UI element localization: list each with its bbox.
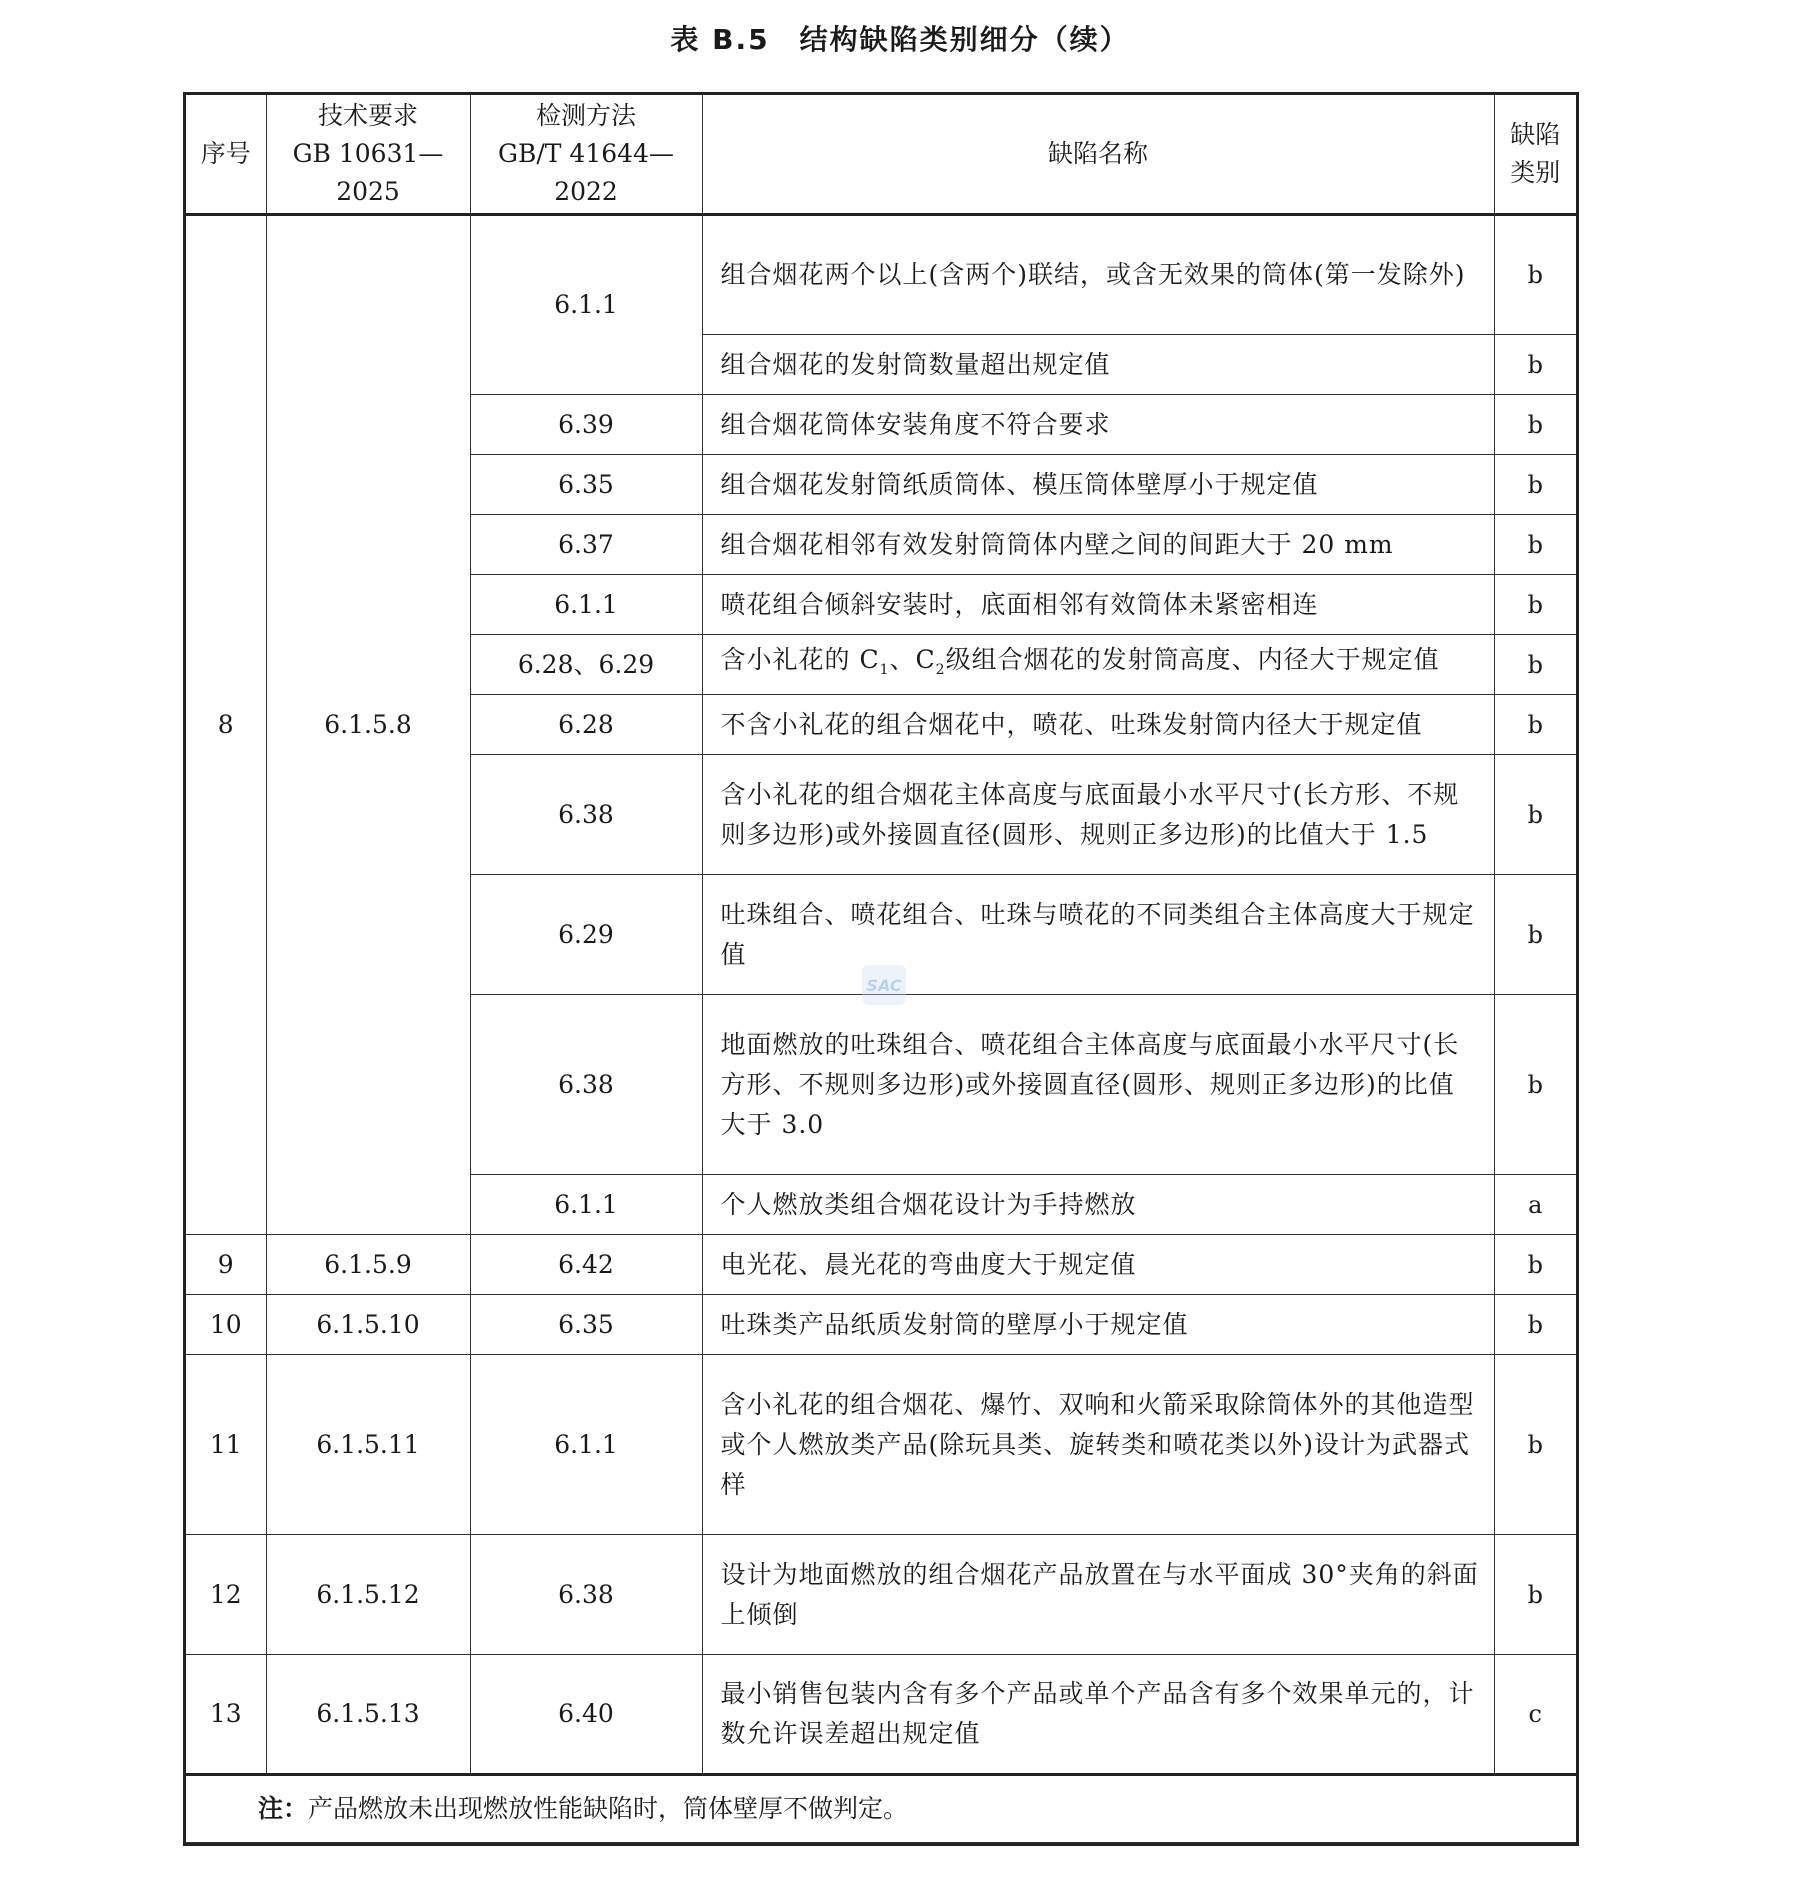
category-cell: b <box>1494 635 1576 695</box>
category-cell: b <box>1494 995 1576 1175</box>
defect-name-cell: 组合烟花相邻有效发射筒筒体内壁之间的间距大于 20 mm <box>702 515 1494 575</box>
header-tech-requirement <box>266 95 470 215</box>
table-row <box>186 1295 1576 1355</box>
header-cat-line1: 缺陷 <box>1510 120 1561 149</box>
category-cell: b <box>1494 695 1576 755</box>
header-method-line1: 检测方法 <box>535 101 636 130</box>
method-cell: 6.35 <box>470 455 702 515</box>
defect-name-cell: 个人燃放类组合烟花设计为手持燃放 <box>702 1175 1494 1235</box>
tech-cell: 6.1.5.12 <box>266 1535 470 1655</box>
defect-name-cell: 不含小礼花的组合烟花中，喷花、吐珠发射筒内径大于规定值 <box>702 695 1494 755</box>
method-cell: 6.38 <box>470 1535 702 1655</box>
table-number: 表 B.5 <box>670 23 770 56</box>
header-row <box>186 95 1576 215</box>
tech-cell: 6.1.5.13 <box>266 1655 470 1775</box>
category-cell: c <box>1494 1655 1576 1775</box>
tech-cell: 6.1.5.8 <box>266 215 470 1235</box>
method-cell: 6.28、6.29 <box>470 635 702 695</box>
method-cell: 6.38 <box>470 755 702 875</box>
defect-name-cell: 电光花、晨光花的弯曲度大于规定值 <box>702 1235 1494 1295</box>
defect-name-cell: 吐珠组合、喷花组合、吐珠与喷花的不同类组合主体高度大于规定值 <box>702 875 1494 995</box>
category-cell: b <box>1494 395 1576 455</box>
category-cell: b <box>1494 335 1576 395</box>
category-cell: b <box>1494 1235 1576 1295</box>
seq-cell: 12 <box>186 1535 266 1655</box>
table-title: 结构缺陷类别细分（续） <box>799 23 1130 56</box>
category-cell: b <box>1494 1535 1576 1655</box>
tech-cell: 6.1.5.10 <box>266 1295 470 1355</box>
table-row <box>186 215 1576 335</box>
category-cell: b <box>1494 1295 1576 1355</box>
note-row <box>186 1775 1576 1843</box>
seq-cell: 8 <box>186 215 266 1235</box>
defect-name-cell: 含小礼花的组合烟花、爆竹、双响和火箭采取除筒体外的其他造型或个人燃放类产品(除玩具类、旋转类和喷花类以外)设计为武器式样 <box>702 1355 1494 1535</box>
defect-name-cell: 组合烟花筒体安装角度不符合要求 <box>702 395 1494 455</box>
method-cell: 6.37 <box>470 515 702 575</box>
category-cell: b <box>1494 575 1576 635</box>
tech-cell: 6.1.5.11 <box>266 1355 470 1535</box>
table-row <box>186 1535 1576 1655</box>
defect-name-cell: 设计为地面燃放的组合烟花产品放置在与水平面成 30°夹角的斜面上倾倒 <box>702 1535 1494 1655</box>
category-cell: b <box>1494 455 1576 515</box>
subscript: 1 <box>879 661 890 678</box>
defect-name-part: 含小礼花的 C <box>720 644 880 674</box>
category-cell: b <box>1494 875 1576 995</box>
defect-name-cell: 组合烟花两个以上(含两个)联结，或含无效果的筒体(第一发除外) <box>702 215 1494 335</box>
header-tech-line2: GB 10631—2025 <box>292 139 444 206</box>
defect-name-cell: 组合烟花发射筒纸质筒体、模压筒体壁厚小于规定值 <box>702 455 1494 515</box>
defect-name-cell: 地面燃放的吐珠组合、喷花组合主体高度与底面最小水平尺寸(长方形、不规则多边形)或外接圆直径(圆形、规则正多边形)的比值大于 3.0 <box>702 995 1494 1175</box>
note-text: 产品燃放未出现燃放性能缺陷时，筒体壁厚不做判定。 <box>308 1794 909 1823</box>
defect-name-part: 、C <box>889 644 936 674</box>
category-cell: b <box>1494 1355 1576 1535</box>
header-test-method <box>470 95 702 215</box>
table-note <box>186 1775 1576 1843</box>
table-caption <box>0 18 1800 58</box>
header-cat-line2: 类别 <box>1510 158 1561 187</box>
header-method-line2: GB/T 41644—2022 <box>498 139 674 206</box>
defect-name-cell: 组合烟花的发射筒数量超出规定值 <box>702 335 1494 395</box>
subscript: 2 <box>935 661 946 678</box>
category-cell: b <box>1494 215 1576 335</box>
header-seq: 序号 <box>186 95 266 215</box>
seq-cell: 11 <box>186 1355 266 1535</box>
method-cell: 6.1.1 <box>470 1175 702 1235</box>
method-cell: 6.1.1 <box>470 575 702 635</box>
method-cell: 6.38 <box>470 995 702 1175</box>
header-defect-category <box>1494 95 1576 215</box>
category-cell: a <box>1494 1175 1576 1235</box>
seq-cell: 9 <box>186 1235 266 1295</box>
header-tech-line1: 技术要求 <box>317 101 418 130</box>
method-cell: 6.42 <box>470 1235 702 1295</box>
table-row <box>186 1655 1576 1775</box>
defect-name-cell: 含小礼花的组合烟花主体高度与底面最小水平尺寸(长方形、不规则多边形)或外接圆直径(圆形、规则正多边形)的比值大于 1.5 <box>702 755 1494 875</box>
category-cell: b <box>1494 515 1576 575</box>
seq-cell: 10 <box>186 1295 266 1355</box>
defect-name-cell <box>702 635 1494 695</box>
method-cell: 6.28 <box>470 695 702 755</box>
category-cell: b <box>1494 755 1576 875</box>
note-label: 注： <box>258 1794 309 1823</box>
method-cell: 6.40 <box>470 1655 702 1775</box>
defect-name-cell: 喷花组合倾斜安装时，底面相邻有效筒体未紧密相连 <box>702 575 1494 635</box>
seq-cell: 13 <box>186 1655 266 1775</box>
method-cell: 6.1.1 <box>470 215 702 395</box>
defect-name-cell: 吐珠类产品纸质发射筒的壁厚小于规定值 <box>702 1295 1494 1355</box>
table-row <box>186 1355 1576 1535</box>
method-cell: 6.1.1 <box>470 1355 702 1535</box>
method-cell: 6.39 <box>470 395 702 455</box>
method-cell: 6.29 <box>470 875 702 995</box>
defect-name-cell: 最小销售包装内含有多个产品或单个产品含有多个效果单元的，计数允许误差超出规定值 <box>702 1655 1494 1775</box>
table-row <box>186 1235 1576 1295</box>
header-defect-name: 缺陷名称 <box>702 95 1494 215</box>
method-cell: 6.35 <box>470 1295 702 1355</box>
tech-cell: 6.1.5.9 <box>266 1235 470 1295</box>
sac-watermark-logo: SAC <box>862 965 906 1005</box>
defect-name-part: 级组合烟花的发射筒高度、内径大于规定值 <box>945 644 1440 674</box>
